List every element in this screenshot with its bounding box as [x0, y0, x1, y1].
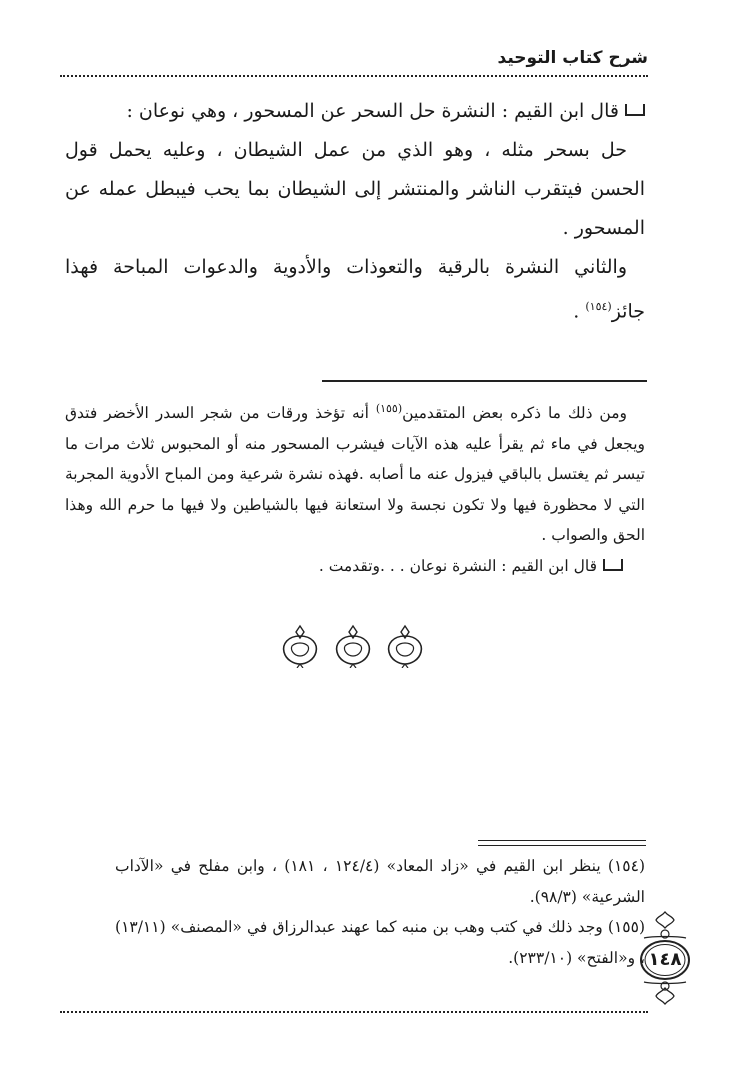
floral-ornament-icon	[280, 624, 320, 668]
main-paragraph-1: قال ابن القيم : النشرة حل السحر عن المسحور ، وهي نوعان :	[65, 92, 645, 131]
section-divider	[322, 380, 647, 382]
footnote-154: (١٥٤) ينظر ابن القيم في «زاد المعاد» (١٢٤/٤ ، ١٨١) ، وابن مفلح في «الآداب الشرعية» (٩٨/٣).	[115, 857, 645, 906]
quote-paragraph-2: قال ابن القيم : النشرة نوعان . . .وتقدمت .	[65, 551, 645, 582]
section-ornaments	[280, 624, 425, 670]
footnote-ref-154[interactable]: (١٥٤)	[585, 300, 612, 313]
footnote-ref-155[interactable]: (١٥٥)	[375, 402, 403, 415]
footnotes	[115, 851, 645, 973]
main-paragraph-2: حل بسحر مثله ، وهو الذي من عمل الشيطان ، وعليه يحمل قول الحسن فيتقرب الناشر والمنتشر إلى الشيطان بما يحب فيبطل عمله عن المسحور .	[65, 139, 645, 239]
footnote-divider	[478, 840, 646, 841]
floral-ornament-icon	[333, 624, 373, 668]
footnote-155: (١٥٥) وجد ذلك في كتب وهب بن منبه كما عهند عبدالرزاق في «المصنف» (١٣/١١) ، و«الفتح» (٢٣٣/١٠).	[115, 918, 645, 967]
footnote-divider	[478, 845, 646, 846]
page-number: ١٤٨	[648, 949, 682, 970]
page-number-badge	[638, 910, 692, 1006]
footer-divider	[60, 1011, 648, 1013]
paragraph-marker-icon	[603, 559, 623, 571]
main-paragraph-3: والثاني النشرة بالرقية والتعوذات والأدوية والدعوات المباحة فهذا جائز$^{(١٥٤)}$ .	[65, 256, 645, 323]
header-divider	[60, 75, 648, 77]
quote-block	[65, 394, 645, 581]
quote-paragraph-1: ومن ذلك ما ذكره بعض المتقدمين$^{(١٥٥)}$ أنه تؤخذ ورقات من شجر السدر الأخضر فتدق ويجعل في ماء ثم يقرأ عليه هذه الآيات فيشرب المسحور منه أو المحبوس ثلاث مرات ما تيسر ثم يغتسل بالباقي فيزول عنه ما أصابه .فهذه نشرة شرعية ومن المباح الأدوية المجربة التي لا محظورة فيها ولا تكون نجسة ولا استعانة فيها بالشياطين ولا فيها ما حرم الله وهذا الحق والصواب .	[65, 402, 645, 545]
running-header: شرح كتاب التوحيد	[497, 48, 648, 68]
main-text	[65, 92, 645, 331]
floral-ornament-icon	[385, 624, 425, 668]
paragraph-marker-icon	[625, 104, 645, 116]
